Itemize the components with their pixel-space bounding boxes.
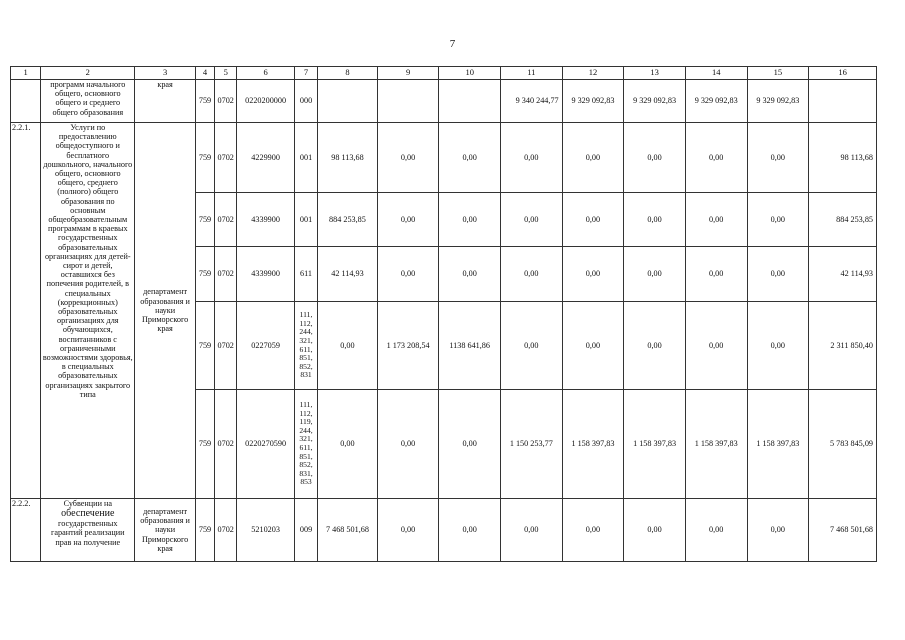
cell-code: 759 [195,80,214,123]
cell-code: 0220200000 [237,80,295,123]
cell-responsible: департамент образования и науки Приморского края [135,499,196,562]
cell-value: 884 253,85 [809,193,877,247]
cell-value: 0,00 [439,247,501,302]
cell-value: 0,00 [562,193,624,247]
cell-value: 1 173 208,54 [377,302,439,390]
col-header: 15 [747,67,809,80]
cell-code: 0702 [215,390,237,499]
cell-code: 4339900 [237,193,295,247]
cell-value: 98 113,68 [809,123,877,193]
cell-code: 0702 [215,499,237,562]
cell-code: 111, 112, 119, 244, 321, 611, 851, 852, 831, 853 [294,390,317,499]
cell-value: 0,00 [377,499,439,562]
cell-value: 0,00 [685,193,747,247]
cell-value: 0,00 [501,247,563,302]
description-line: государственных гарантий реализации прав на получение [51,519,125,547]
cell-code: 759 [195,247,214,302]
cell-value: 0,00 [562,247,624,302]
cell-code: 0702 [215,80,237,123]
cell-index: 2.2.2. [11,499,41,562]
cell-code: 759 [195,302,214,390]
cell-value: 9 340 244,77 [501,80,563,123]
budget-table [10,66,877,562]
cell-index: 2.2.1. [11,123,41,499]
cell-value: 0,00 [624,193,686,247]
col-header: 3 [135,67,196,80]
cell-code: 0702 [215,193,237,247]
cell-code: 4339900 [237,247,295,302]
col-header: 6 [237,67,295,80]
cell-code: 0702 [215,247,237,302]
cell-value: 7 468 501,68 [809,499,877,562]
cell-description: программ начального общего, основного общего и среднего общего образования [41,80,135,123]
cell-value: 0,00 [624,499,686,562]
cell-value: 42 114,93 [318,247,378,302]
description-line: обеспечение [61,508,115,520]
cell-value: 0,00 [318,302,378,390]
cell-value: 0,00 [747,499,809,562]
cell-description: Услуги по предоставлению общедоступного и бесплатного дошкольного, начального общего, основного общего, среднего (полного) общего образования по основным общеобразовательным программам в краевых государственных образовательных организациях для детей-сирот и детей, оставшихся без попечения родителей, в специальных (коррекционных) образовательных организациях для обучающихся, воспитанников с ограниченными возможностями здоровья, в специальных образовательных организациях закрытого типа [41,123,135,499]
cell-value: 0,00 [685,302,747,390]
cell-value: 1 158 397,83 [747,390,809,499]
cell-value: 0,00 [439,390,501,499]
cell-code: 0702 [215,302,237,390]
cell-value: 2 311 850,40 [809,302,877,390]
cell-value: 0,00 [685,247,747,302]
cell-index [11,80,41,123]
col-header: 1 [11,67,41,80]
cell-code: 0702 [215,123,237,193]
col-header: 8 [318,67,378,80]
table-row [11,499,877,562]
col-header: 12 [562,67,624,80]
col-header: 13 [624,67,686,80]
cell-code: 759 [195,390,214,499]
cell-value: 0,00 [501,193,563,247]
cell-value: 9 329 092,83 [685,80,747,123]
cell-value [809,80,877,123]
col-header: 9 [377,67,439,80]
cell-value: 1 150 253,77 [501,390,563,499]
cell-value: 0,00 [377,390,439,499]
cell-value: 0,00 [501,499,563,562]
cell-value: 0,00 [501,123,563,193]
cell-value: 0,00 [747,247,809,302]
cell-value: 884 253,85 [318,193,378,247]
cell-value: 1138 641,86 [439,302,501,390]
col-header: 16 [809,67,877,80]
cell-value [439,80,501,123]
cell-value: 0,00 [747,123,809,193]
cell-code: 0227059 [237,302,295,390]
cell-value: 9 329 092,83 [747,80,809,123]
cell-value [377,80,439,123]
cell-value: 0,00 [624,247,686,302]
description-line: Субвенции на [63,499,113,508]
cell-value: 0,00 [501,302,563,390]
cell-code: 009 [294,499,317,562]
table-row [11,123,877,193]
cell-value: 0,00 [747,193,809,247]
cell-code: 759 [195,193,214,247]
col-header: 14 [685,67,747,80]
cell-code: 759 [195,499,214,562]
cell-responsible: департамент образования и науки Приморского края [135,123,196,499]
cell-code: 111, 112, 244, 321, 611, 851, 852, 831 [294,302,317,390]
cell-code: 001 [294,193,317,247]
cell-value: 0,00 [562,499,624,562]
cell-value: 0,00 [439,499,501,562]
cell-value: 0,00 [377,247,439,302]
col-header: 4 [195,67,214,80]
col-header: 11 [501,67,563,80]
cell-value: 9 329 092,83 [562,80,624,123]
cell-value: 42 114,93 [809,247,877,302]
cell-value: 0,00 [685,123,747,193]
cell-value: 0,00 [747,302,809,390]
cell-description [41,499,135,562]
cell-value: 9 329 092,83 [624,80,686,123]
cell-value: 98 113,68 [318,123,378,193]
cell-value: 5 783 845,09 [809,390,877,499]
cell-value: 0,00 [377,193,439,247]
col-header: 10 [439,67,501,80]
col-header: 2 [41,67,135,80]
cell-code: 611 [294,247,317,302]
cell-responsible: края [135,80,196,123]
cell-code: 0220270590 [237,390,295,499]
cell-value: 0,00 [439,193,501,247]
cell-value: 0,00 [377,123,439,193]
cell-value: 0,00 [562,302,624,390]
col-header: 5 [215,67,237,80]
cell-code: 4229900 [237,123,295,193]
cell-value: 0,00 [439,123,501,193]
cell-code: 000 [294,80,317,123]
cell-value: 7 468 501,68 [318,499,378,562]
col-header: 7 [294,67,317,80]
cell-value: 0,00 [318,390,378,499]
cell-code: 759 [195,123,214,193]
cell-code: 5210203 [237,499,295,562]
page-number: 7 [449,38,456,50]
cell-value [318,80,378,123]
cell-code: 001 [294,123,317,193]
cell-value: 1 158 397,83 [562,390,624,499]
cell-value: 0,00 [562,123,624,193]
table-row [11,80,877,123]
cell-value: 0,00 [624,302,686,390]
cell-value: 1 158 397,83 [624,390,686,499]
header-row [11,67,877,80]
cell-value: 0,00 [685,499,747,562]
cell-value: 0,00 [624,123,686,193]
cell-value: 1 158 397,83 [685,390,747,499]
